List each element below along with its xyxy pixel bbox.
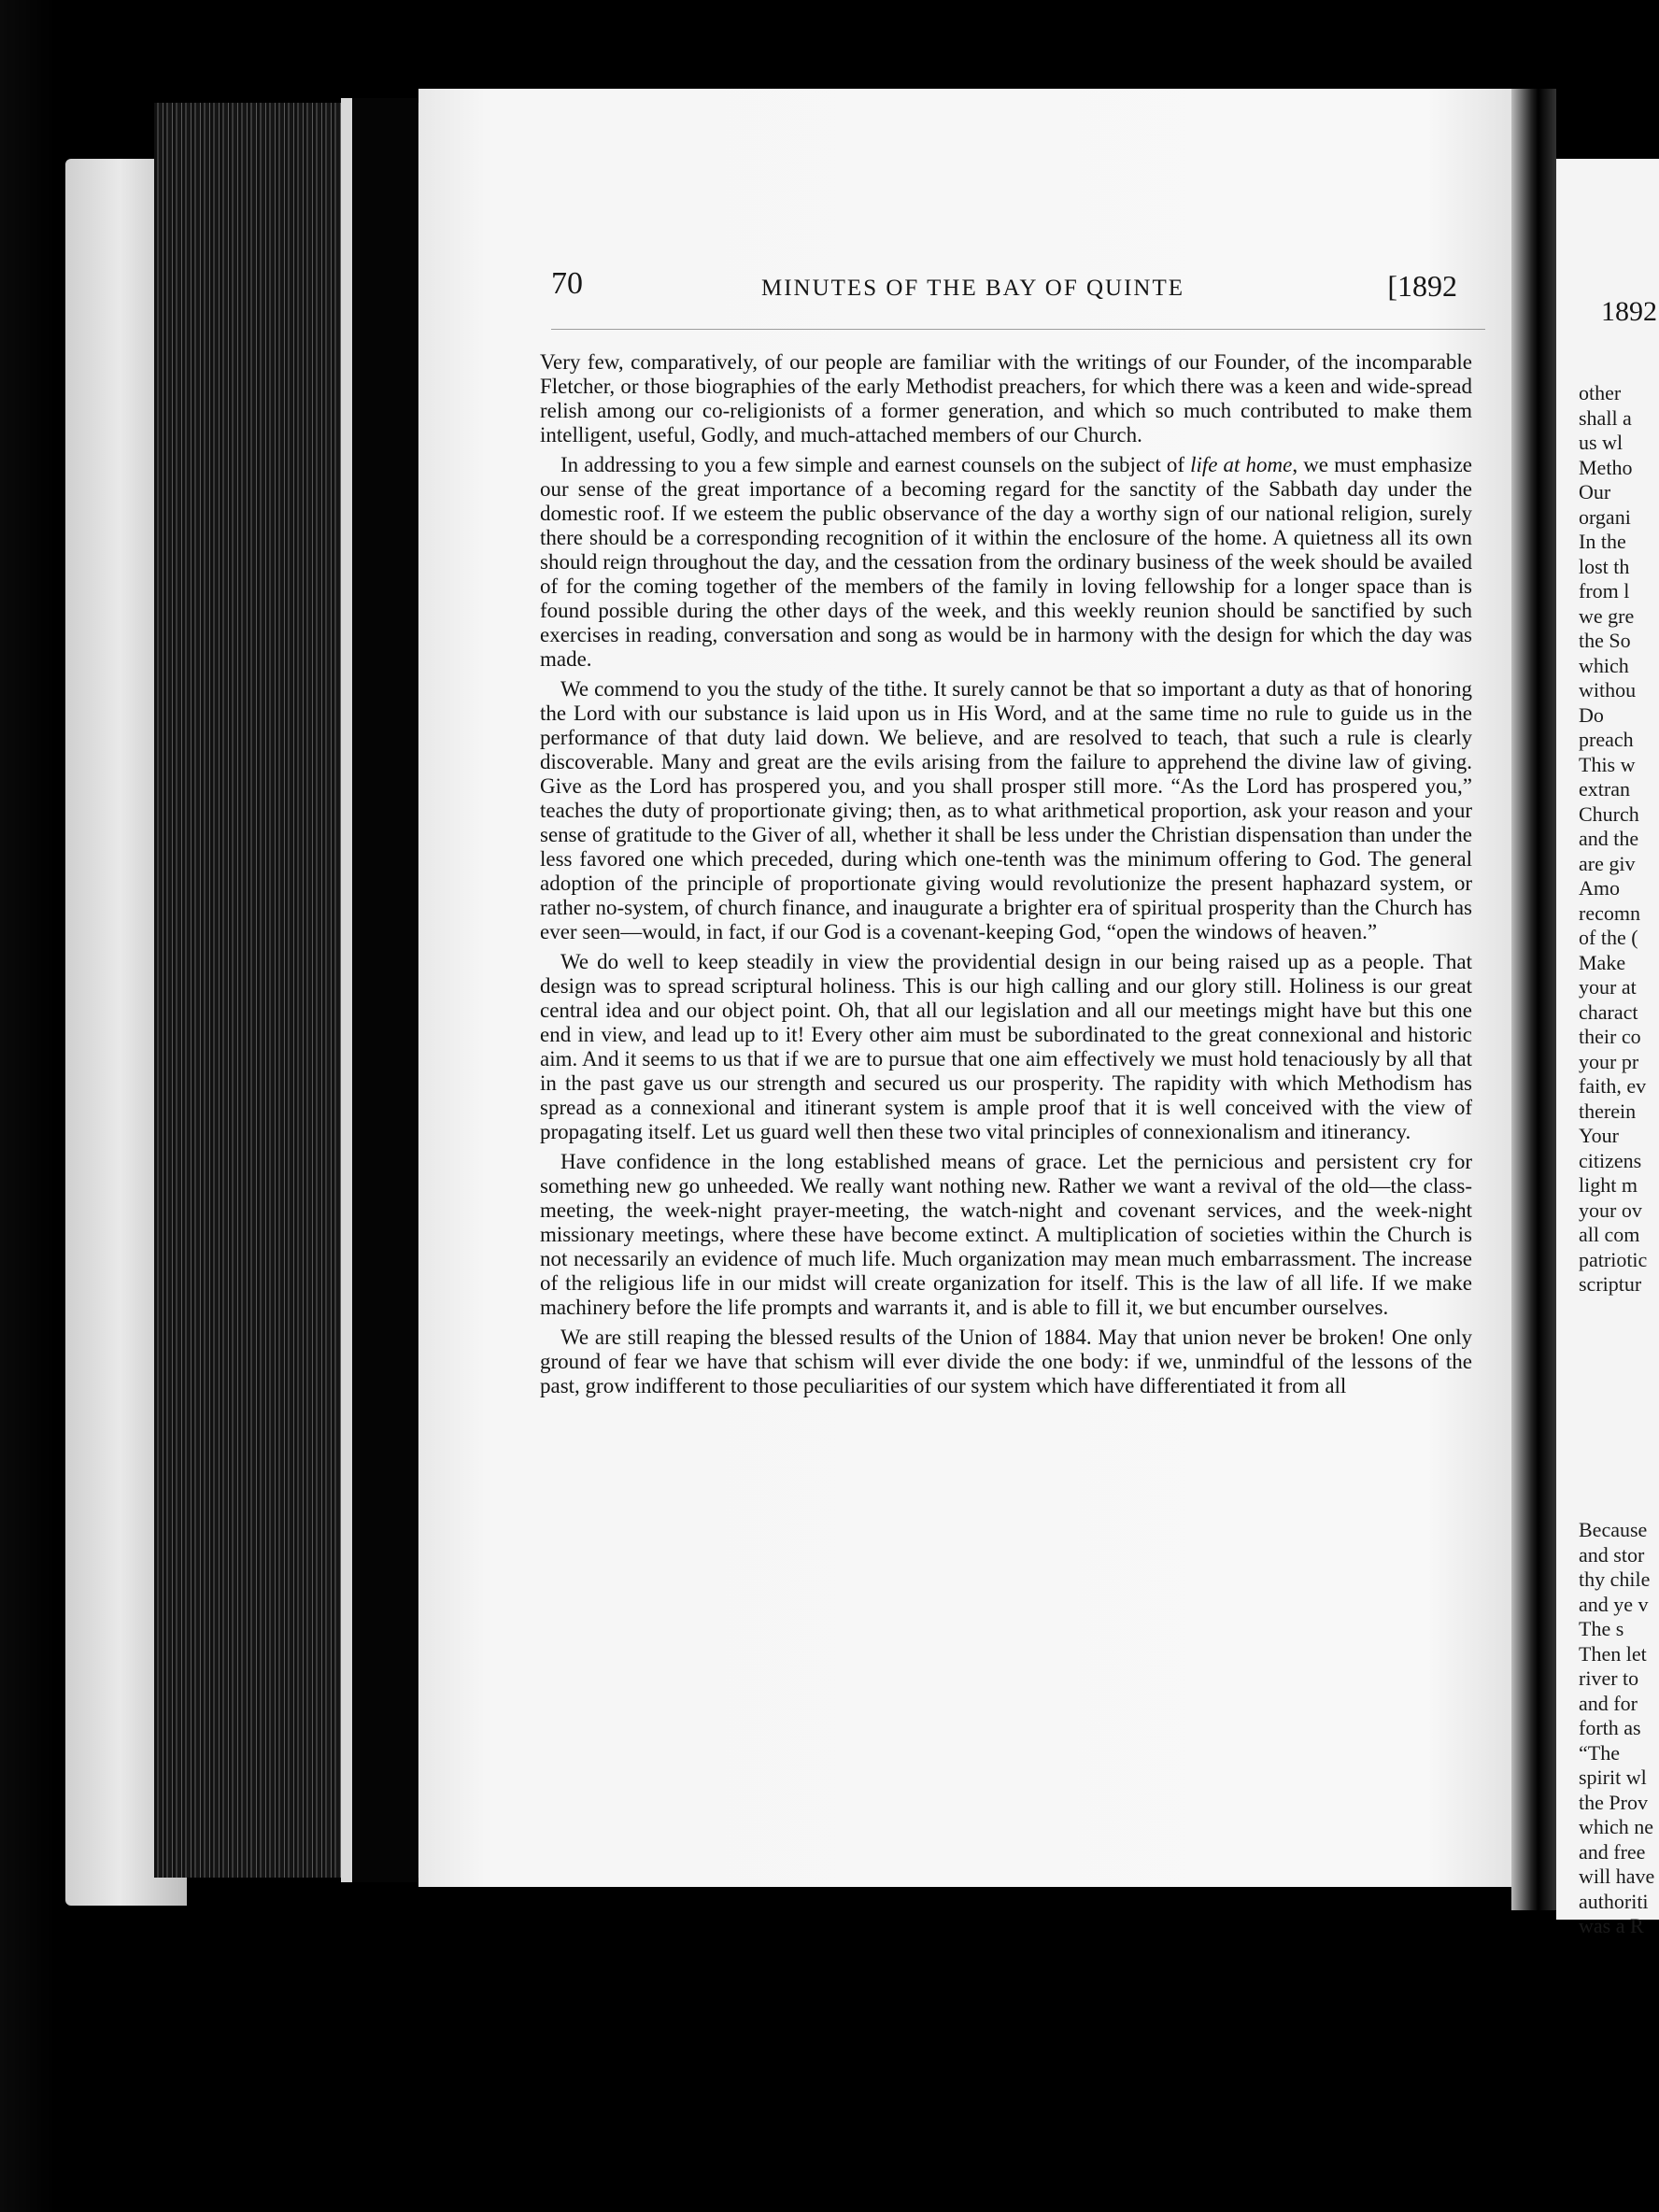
- facing-page-upper-line: charact: [1579, 1000, 1638, 1024]
- facing-page-lower-line: thy chile: [1579, 1567, 1651, 1591]
- facing-page-upper-line: all com: [1579, 1223, 1640, 1246]
- facing-page-upper-line: Amo: [1579, 876, 1620, 900]
- facing-page-upper-line: citizens: [1579, 1148, 1642, 1172]
- facing-page-upper-line: faith, ev: [1579, 1074, 1647, 1098]
- facing-page-lower-line: spirit wl: [1579, 1765, 1647, 1789]
- facing-page-upper-line: lost th: [1579, 554, 1630, 578]
- facing-page-upper-line: and the: [1579, 827, 1639, 850]
- facing-page-upper-line: your ov: [1579, 1198, 1642, 1222]
- facing-page-upper-line: us wl: [1579, 431, 1624, 454]
- paragraph-3: We commend to you the study of the tithe. It surely cannot be that so important a duty as that of honoring the Lord with our substance is laid upon us in His Word, and at the same time no rule to guide us in the performance of that duty laid down. We believe, and are resolved to teach, that such a rule is clearly discoverable. Many and great are the evils arising from the failure to apprehend the divine law of giving. Give as the Lord has prospered you, and you shall prosper still more. “As the Lord has prospered you,” teaches the duty of proportionate giving; then, as to what arithmetical proportion, ask your reason and your sense of gratitude to the Giver of all, whether it shall be less under the Christian dispensation than under the less favored one which preceded, during which one-tenth was the minimum offering to God. The general adoption of the principle of proportionate giving would revolutionize the present haphazard system, or rather no-system, of church finance, and inaugurate a brighter era of spiritual prosperity than the Church has ever seen—would, in fact, if our God is a covenant-keeping God, “open the windows of heaven.”: [540, 677, 1472, 943]
- paragraph-4: We do well to keep steadily in view the providential design in our being raised up as a people. That design was to spread scriptural holiness. This is our high calling and our glory still. Holiness is our great central idea and our object point. Oh, that all our legislation and all our meetings might have but this one end in view, and lead up to it! Every other aim must be subordinated to the great connexional and historic aim. And it seems to us that if we are to pursue that one aim effectively we must hold tenaciously by all that in the past gave us our strength and secured us our prosperity. The rapidity with which Methodism has spread as a connexional and itinerant system is ample proof that it is well conceived with the view of propagating itself. Let us guard well then these two vital principles of connexionalism and itinerancy.: [540, 950, 1472, 1143]
- facing-page-upper-line: recomn: [1579, 900, 1640, 925]
- running-title: MINUTES OF THE BAY OF QUINTE: [761, 276, 1185, 301]
- facing-page-lower-line: Because: [1579, 1518, 1648, 1541]
- facing-page-upper-line: other: [1579, 381, 1622, 404]
- page-header: [551, 266, 1457, 322]
- header-rule: [551, 329, 1485, 330]
- facing-page-lower-line: forth as: [1579, 1716, 1641, 1739]
- facing-page-lower-line: The s: [1579, 1617, 1624, 1640]
- scan-background-left: [0, 0, 56, 2212]
- book-gutter: [1511, 89, 1556, 1910]
- facing-page-lower-line: and free: [1579, 1839, 1646, 1864]
- facing-page-lower-line: was a R: [1579, 1914, 1644, 1937]
- facing-page-upper-line: Our: [1579, 480, 1611, 503]
- page-number: 70: [551, 266, 583, 301]
- facing-page-lower-text: [1579, 1518, 1659, 1939]
- facing-page-upper-line: Do: [1579, 702, 1604, 727]
- facing-page-upper-line: which: [1579, 653, 1629, 677]
- paragraph-1: Very few, comparatively, of our people are familiar with the writings of our Founder, of the incomparable Fletcher, or those biographies of the early Methodist preachers, for which there was a keen and wide-spread relish among our co-religionists of a former generation, and which so much contributed to make them intelligent, useful, Godly, and much-attached members of our Church.: [540, 350, 1472, 447]
- facing-page-lower-line: authoriti: [1579, 1889, 1649, 1913]
- facing-page-upper-line: patriotic: [1579, 1247, 1648, 1271]
- facing-page-upper-line: Your: [1579, 1124, 1620, 1147]
- facing-page-upper-line: preach: [1579, 728, 1634, 751]
- facing-page-year: 1892: [1601, 296, 1657, 327]
- facing-page-upper-line: extran: [1579, 777, 1630, 801]
- facing-page-upper-line: In the: [1579, 530, 1626, 553]
- facing-page-lower-line: Then let: [1579, 1641, 1647, 1666]
- facing-page-lower-line: and ye v: [1579, 1592, 1649, 1616]
- italic-phrase: life at home: [1190, 453, 1293, 476]
- facing-page-lower-line: “The: [1579, 1740, 1620, 1765]
- facing-page-lower-line: the Prov: [1579, 1790, 1648, 1814]
- page-edge-highlight: [341, 98, 352, 1882]
- facing-page-upper-line: Make: [1579, 950, 1626, 974]
- facing-page-upper-line: the So: [1579, 629, 1631, 652]
- facing-page-upper-line: This w: [1579, 752, 1636, 776]
- facing-page-upper-line: light m: [1579, 1173, 1638, 1197]
- facing-page-upper-line: scriptur: [1579, 1272, 1642, 1296]
- facing-page-lower-line: which ne: [1579, 1815, 1654, 1838]
- facing-page-upper-line: therein: [1579, 1099, 1637, 1123]
- facing-page-upper-line: shall a: [1579, 405, 1632, 430]
- facing-page-upper-line: of the (: [1579, 926, 1638, 949]
- facing-page-upper-line: from l: [1579, 579, 1630, 603]
- facing-page-upper-line: are giv: [1579, 851, 1636, 875]
- facing-page-upper-line: withou: [1579, 678, 1637, 702]
- facing-page-lower-line: and for: [1579, 1691, 1638, 1715]
- body-text: [540, 350, 1472, 1404]
- paragraph-2: In addressing to you a few simple and earnest counsels on the subject of life at home, we must emphasize our sense of the great importance of a becoming regard for the sanctity of the Sabbath day under the domestic roof. If we esteem the public observance of the day a worthy sign of our national religion, surely there should be a corresponding recognition of it within the enclosure of the home. A quietness all its own should reign throughout the day, and the cessation from the ordinary business of the week should be availed of for the coming together of the members of the family in loving fellowship for a longer space than is found possible during the other days of the week, and this weekly reunion should be sanctified by such exercises in reading, conversation and song as would be in harmony with the design for which the day was made.: [540, 453, 1472, 671]
- facing-page-upper-line: your at: [1579, 975, 1637, 999]
- header-year: [1892: [1387, 269, 1457, 303]
- facing-page-lower-line: and stor: [1579, 1542, 1645, 1567]
- paragraph-6: We are still reaping the blessed results of the Union of 1884. May that union never be broken! One only ground of fear we have that schism will ever divide the one body: if we, unmindful of the lessons of the past, grow indifferent to those peculiarities of our system which have differentiated it from all: [540, 1326, 1472, 1397]
- page-edge-shadow: [352, 98, 418, 1882]
- facing-page-upper-line: their co: [1579, 1025, 1641, 1048]
- paragraph-5: Have confidence in the long established means of grace. Let the pernicious and persistent cry for something new go unheeded. We really want nothing new. Rather we want a revival of the old—the class-meeting, the week-night prayer-meeting, the watch-night and covenant services, and the week-night missionary meetings, where these have become extinct. A multiplication of societies within the Church is not necessarily an evidence of much life. Much organization may mean much embarrassment. The increase of the religious life in our midst will create organization for itself. This is the law of all life. If we make machinery before the life prompts and warrants it, and is able to fill it, we but encumber ourselves.: [540, 1150, 1472, 1319]
- facing-page-upper-text: [1579, 381, 1659, 1297]
- facing-page-upper-line: organi: [1579, 504, 1631, 529]
- facing-page-upper-line: Church: [1579, 801, 1639, 826]
- facing-page-upper-line: your pr: [1579, 1049, 1639, 1073]
- facing-page-lower-line: will have: [1579, 1865, 1655, 1888]
- facing-page-upper-line: Metho: [1579, 455, 1633, 479]
- facing-page-lower-line: river to: [1579, 1666, 1639, 1690]
- facing-page-upper-line: we gre: [1579, 603, 1635, 628]
